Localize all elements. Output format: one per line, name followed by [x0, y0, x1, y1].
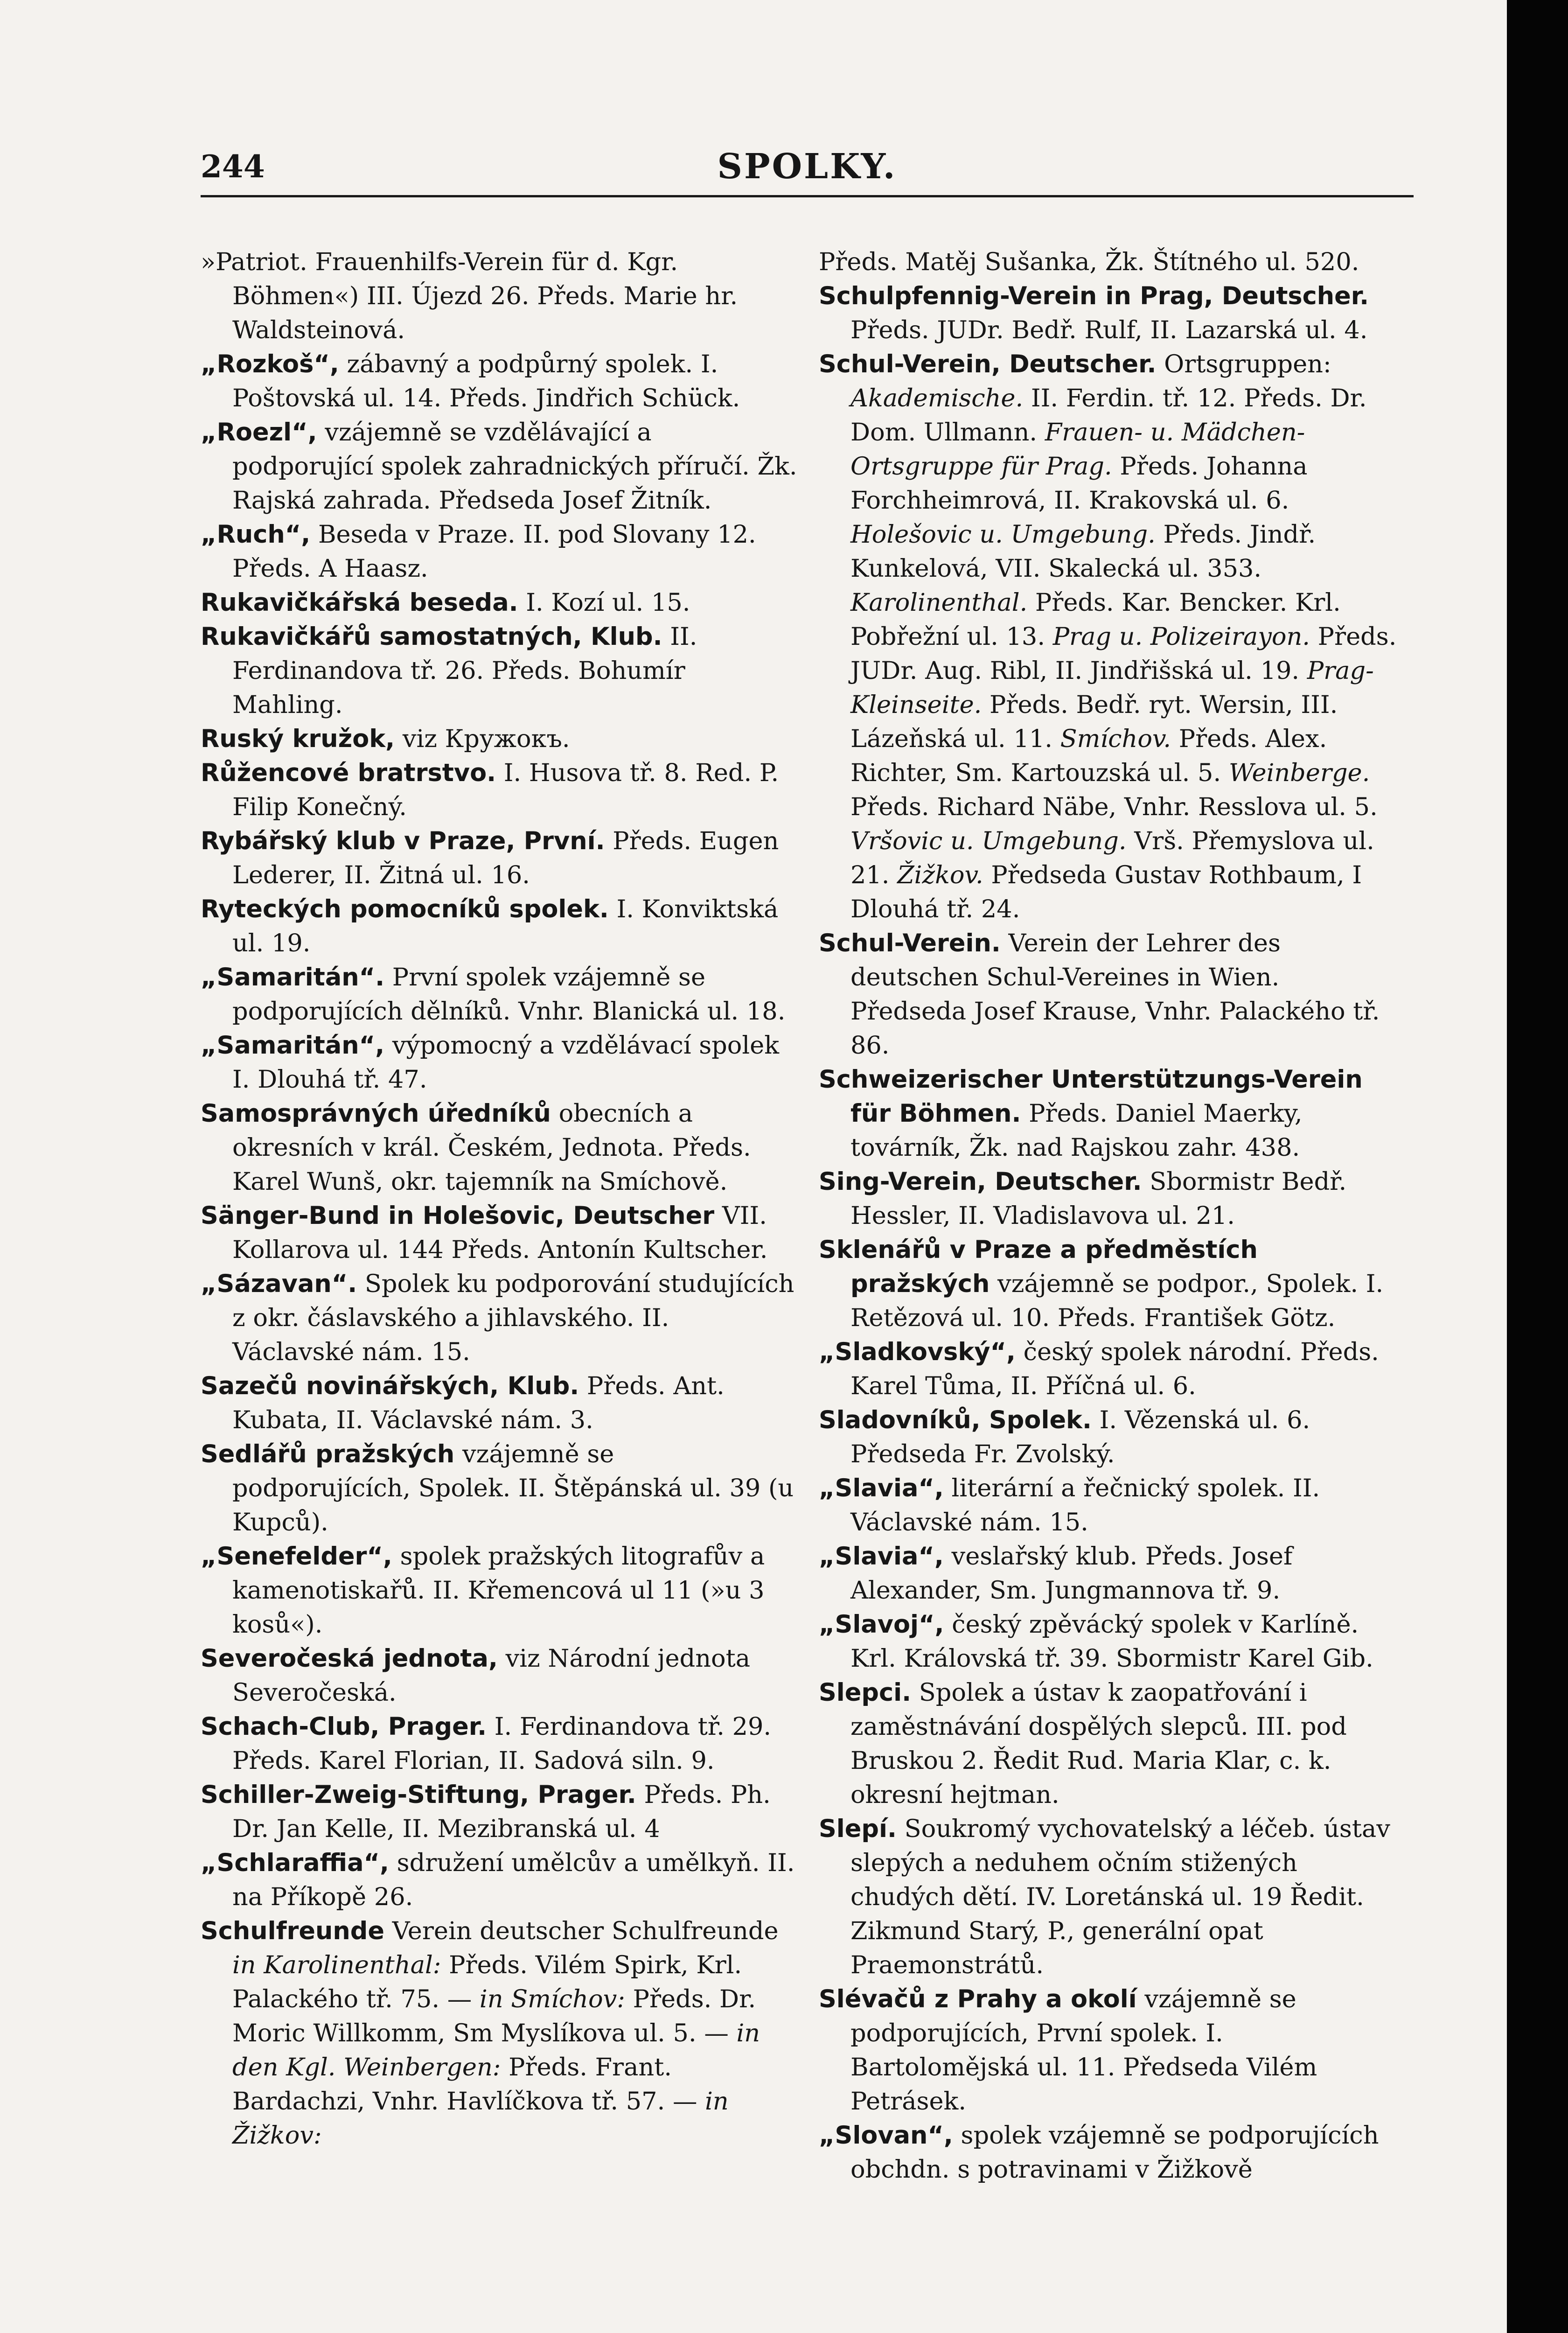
entry-heading: Schulpfennig-Verein in Prag, Deutscher. — [819, 282, 1369, 310]
entry-italic-text: in Žižkov: — [232, 2087, 729, 2150]
entry-heading: Rukavičkářů samostatných, Klub. — [201, 622, 662, 651]
entry-heading: „Samaritán“. — [201, 963, 385, 992]
entry-text: sdružení umělcův a umělkyň. II. na Příkopě 26. — [232, 1849, 795, 1911]
entry-italic-text: Holešovic u. Umgebung. — [850, 520, 1156, 549]
entry-text: Předs. Vilém Spirk, Krl. Palackého tř. 75. — — [232, 1951, 742, 2013]
entry-heading: Schach-Club, Prager. — [201, 1712, 487, 1741]
directory-entry — [201, 620, 798, 722]
entry-text: Předs. Kar. Bencker. Krl. Pobřežní ul. 13. — [850, 588, 1341, 651]
directory-entry — [201, 1710, 798, 1778]
entry-text: literární a řečnický spolek. II. Václavské nám. 15. — [850, 1474, 1320, 1537]
directory-entry — [201, 960, 798, 1028]
directory-entry — [201, 892, 798, 960]
entry-text: Spolek ku podporování studujících z okr. čáslavského a jihlavského. II. Václavské nám. 15. — [232, 1270, 794, 1366]
entry-heading: Sklenářů v Praze a předměstích pražských — [819, 1236, 1258, 1298]
entry-heading: Sänger-Bund in Holešovic, Deutscher — [201, 1201, 715, 1230]
entry-heading: Sladovníků, Spolek. — [819, 1406, 1092, 1434]
entry-heading: Slepci. — [819, 1678, 912, 1707]
entry-heading: „Schlaraffia“, — [201, 1849, 389, 1877]
directory-entry — [819, 1062, 1402, 1165]
entry-text: viz Národní jednota Severočeská. — [232, 1644, 751, 1707]
entry-italic-text: Frauen- u. Mädchen-Ortsgruppe für Prag. — [850, 418, 1305, 481]
directory-entry — [201, 756, 798, 824]
entry-text: Předs. Ant. Kubata, II. Václavské nám. 3. — [232, 1372, 725, 1434]
directory-entry — [201, 1778, 798, 1846]
entry-text: obecních a okresních v král. Českém, Jednota. Předs. Karel Wunš, okr. tajemník na Smíchově. — [232, 1099, 751, 1196]
entry-text: vzájemně se podpor., Spolek. I. Retězová ul. 10. Předs. František Götz. — [850, 1270, 1384, 1332]
entry-heading: Ryteckých pomocníků spolek. — [201, 895, 609, 923]
entry-italic-text: Smíchov. — [1060, 725, 1171, 753]
entry-heading: „Roezl“, — [201, 418, 317, 447]
entry-heading: Rukavičkářská beseda. — [201, 588, 518, 617]
entry-heading: Slévačů z Prahy a okolí — [819, 1985, 1137, 2013]
entry-text: český spolek národní. Předs. Karel Tůma, II. Příčná ul. 6. — [850, 1338, 1379, 1400]
directory-entry — [819, 245, 1402, 279]
entry-text: Předs. Frant. Bardachzi, Vnhr. Havlíčkova tř. 57. — — [232, 2053, 705, 2116]
right-column — [819, 245, 1402, 2186]
entry-heading: Schweizerischer Unterstützungs-Verein für Böhmen. — [819, 1065, 1363, 1128]
entry-italic-text: in den Kgl. Weinbergen: — [232, 2019, 760, 2082]
entry-heading: Schulfreunde — [201, 1917, 384, 1945]
entry-text: I. Vězenská ul. 6. Předseda Fr. Zvolský. — [850, 1406, 1310, 1468]
entry-heading: „Rozkoš“, — [201, 350, 339, 378]
entry-heading: Růžencové bratrstvo. — [201, 759, 496, 787]
directory-entry — [201, 1097, 798, 1199]
entry-text: Předs. Matěj Sušanka, Žk. Štítného ul. 520. — [819, 248, 1359, 276]
page-title: SPOLKY. — [717, 147, 897, 187]
directory-entry — [201, 1539, 798, 1641]
directory-entry — [201, 517, 798, 586]
entry-text: spolek pražských litografův a kamenotiskařů. II. Křemencová ul 11 (»u 3 kosů«). — [232, 1542, 765, 1639]
entry-italic-text: Akademische. — [850, 384, 1024, 412]
entry-heading: „Samaritán“, — [201, 1031, 385, 1060]
entry-text: Verein deutscher Schulfreunde — [384, 1917, 779, 1945]
entry-text: Předseda Gustav Rothbaum, I Dlouhá tř. 24. — [850, 861, 1362, 923]
entry-italic-text: Karolinenthal. — [850, 588, 1028, 617]
entry-heading: „Senefelder“, — [201, 1542, 392, 1571]
directory-entry — [201, 1846, 798, 1914]
entry-heading: „Sázavan“. — [201, 1270, 357, 1298]
entry-text: Předs. Eugen Lederer, II. Žitná ul. 16. — [232, 827, 779, 889]
directory-entry — [819, 1471, 1402, 1539]
entry-text: Předs. JUDr. Bedř. Rulf, II. Lazarská ul. 4. — [850, 316, 1368, 344]
entry-italic-text: Prag-Kleinseite. — [850, 657, 1374, 719]
entry-text: První spolek vzájemně se podporujících dělníků. Vnhr. Blanická ul. 18. — [232, 963, 786, 1026]
entry-text: Předs. Richard Näbe, Vnhr. Resslova ul. 5. — [850, 793, 1378, 821]
entry-heading: Sazečů novinářských, Klub. — [201, 1372, 579, 1400]
directory-entry — [819, 279, 1402, 347]
directory-entry — [819, 926, 1402, 1062]
entry-italic-text: Žižkov. — [897, 861, 983, 889]
entry-heading: Schul-Verein. — [819, 929, 1001, 957]
entry-text: Předs. Daniel Maerky, továrník, Žk. nad Rajskou zahr. 438. — [850, 1099, 1303, 1162]
entry-text: Verein der Lehrer des deutschen Schul-Vereines in Wien. Předseda Josef Krause, Vnhr. Palackého tř. 86. — [850, 929, 1380, 1060]
directory-entry — [201, 1914, 798, 2152]
directory-entry — [201, 1199, 798, 1267]
directory-entry — [201, 1028, 798, 1097]
entry-text: Spolek a ústav k zaopatřování i zaměstnávání dospělých slepců. III. pod Bruskou 2. Ředit Rud. Maria Klar, c. k. okresní hejtman. — [850, 1678, 1347, 1809]
entry-heading: „Slovan“, — [819, 2121, 953, 2150]
entry-text: Předs. Bedř. ryt. Wersin, III. Lázeňská ul. 11. — [850, 691, 1338, 753]
entry-text: Předs. Dr. Moric Willkomm, Sm Myslíkova ul. 5. — — [232, 1985, 756, 2047]
entry-heading: „Slavia“, — [819, 1542, 944, 1571]
entry-heading: Severočeská jednota, — [201, 1644, 498, 1673]
directory-entry — [819, 347, 1402, 926]
scan-border — [1507, 0, 1568, 2333]
entry-text: Předs. JUDr. Aug. Ribl, II. Jindřišská ul. 19. — [850, 622, 1397, 685]
entry-italic-text: Prag u. Polizeirayon. — [1052, 622, 1310, 651]
entry-italic-text: in Smíchov: — [479, 1985, 625, 2013]
entry-text: vzájemně se podporujících, Spolek. II. Štěpánská ul. 39 (u Kupců). — [232, 1440, 794, 1537]
directory-entry — [201, 824, 798, 892]
entry-heading: „Slavoj“, — [819, 1610, 944, 1639]
entry-text: Předs. Alex. Richter, Sm. Kartouzská ul. 5. — [850, 725, 1327, 787]
entry-text: VII. Kollarova ul. 144 Předs. Antonín Kultscher. — [232, 1201, 768, 1264]
directory-entry — [201, 415, 798, 517]
entry-text: výpomocný a vzdělávací spolek I. Dlouhá tř. 47. — [232, 1031, 780, 1094]
directory-entry — [201, 1369, 798, 1437]
entry-text: Soukromý vychovatelský a léčeb. ústav slepých a neduhem očním stižených chudých dětí. IV. Loretánská ul. 19 Ředit. Zikmund Starý, P., generální opat Praemonstrátů. — [850, 1815, 1390, 1979]
entry-heading: Schiller-Zweig-Stiftung, Prager. — [201, 1781, 636, 1809]
directory-entry — [819, 1165, 1402, 1233]
entry-italic-text: in Karolinenthal: — [232, 1951, 441, 1979]
directory-entry — [819, 1335, 1402, 1403]
entry-text: II. Ferdinandova tř. 26. Předs. Bohumír Mahling. — [232, 622, 697, 719]
entry-heading: Samosprávných úředníků — [201, 1099, 551, 1128]
directory-entry — [819, 1607, 1402, 1676]
entry-text: spolek vzájemně se podporujících obchdn. s potravinami v Žižkově — [850, 2121, 1379, 2184]
entry-text: Předs. Johanna Forchheimrová, II. Krakovská ul. 6. — [850, 452, 1308, 515]
page-header — [201, 144, 1414, 197]
directory-entry — [201, 1641, 798, 1710]
directory-entry — [819, 1982, 1402, 2118]
directory-entry — [201, 245, 798, 347]
entry-text: I. Husova tř. 8. Red. P. Filip Konečný. — [232, 759, 779, 821]
entry-text: »Patriot. Frauenhilfs-Verein für d. Kgr. Böhmen«) III. Újezd 26. Předs. Marie hr. Waldsteinová. — [201, 248, 738, 344]
entry-text: český zpěvácký spolek v Karlíně. Krl. Královská tř. 39. Sbormistr Karel Gib. — [850, 1610, 1373, 1673]
directory-entry — [201, 347, 798, 415]
entry-heading: Sing-Verein, Deutscher. — [819, 1167, 1142, 1196]
entry-text: Předs. Ph. Dr. Jan Kelle, II. Mezibranská ul. 4 — [232, 1781, 771, 1843]
directory-entry — [819, 1233, 1402, 1335]
entry-text: Ortsgruppen: — [1156, 350, 1331, 378]
entry-heading: Slepí. — [819, 1815, 897, 1843]
entry-text: I. Konviktská ul. 19. — [232, 895, 779, 957]
directory-entry — [819, 2118, 1402, 2186]
directory-entry — [819, 1812, 1402, 1982]
entry-text: zábavný a podpůrný spolek. I. Poštovská ul. 14. Předs. Jindřich Schück. — [232, 350, 740, 412]
entry-heading: Ruský kružok, — [201, 725, 395, 753]
entry-italic-text: Vršovic u. Umgebung. — [850, 827, 1127, 855]
directory-entry — [201, 586, 798, 620]
entry-text: I. Kozí ul. 15. — [518, 588, 690, 617]
entry-text: Vrš. Přemyslova ul. 21. — [850, 827, 1374, 889]
entry-heading: „Ruch“, — [201, 520, 311, 549]
entry-heading: Sedlářů pražských — [201, 1440, 455, 1468]
directory-entry — [819, 1539, 1402, 1607]
page-number: 244 — [201, 148, 265, 185]
entry-text: I. Ferdinandova tř. 29. Předs. Karel Florian, II. Sadová siln. 9. — [232, 1712, 772, 1775]
entry-text: vzájemně se vzdělávající a podporující spolek zahradnických příručí. Žk. Rajská zahrada. Předseda Josef Žitník. — [232, 418, 797, 515]
left-column — [201, 245, 798, 2152]
entry-text: II. Ferdin. tř. 12. Předs. Dr. Dom. Ullmann. — [850, 384, 1367, 447]
entry-heading: Schul-Verein, Deutscher. — [819, 350, 1157, 378]
directory-entry — [819, 1676, 1402, 1812]
entry-text: Sbormistr Bedř. Hessler, II. Vladislavova ul. 21. — [850, 1167, 1347, 1230]
entry-text: vzájemně se podporujících, První spolek. I. Bartolomějská ul. 11. Předseda Vilém Petrásek. — [850, 1985, 1317, 2116]
entry-text: veslařský klub. Předs. Josef Alexander, Sm. Jungmannova tř. 9. — [850, 1542, 1293, 1605]
entry-text: Předs. Jindř. Kunkelová, VII. Skalecká ul. 353. — [850, 520, 1316, 583]
entry-text: viz Кружокъ. — [395, 725, 570, 753]
entry-italic-text: Weinberge. — [1228, 759, 1370, 787]
directory-entry — [201, 1437, 798, 1539]
directory-entry — [819, 1403, 1402, 1471]
entry-text: Beseda v Praze. II. pod Slovany 12. Předs. A Haasz. — [232, 520, 756, 583]
directory-entry — [201, 1267, 798, 1369]
directory-entry — [201, 722, 798, 756]
entry-heading: „Slavia“, — [819, 1474, 944, 1502]
entry-heading: Rybářský klub v Praze, První. — [201, 827, 605, 855]
entry-heading: „Sladkovský“, — [819, 1338, 1016, 1366]
